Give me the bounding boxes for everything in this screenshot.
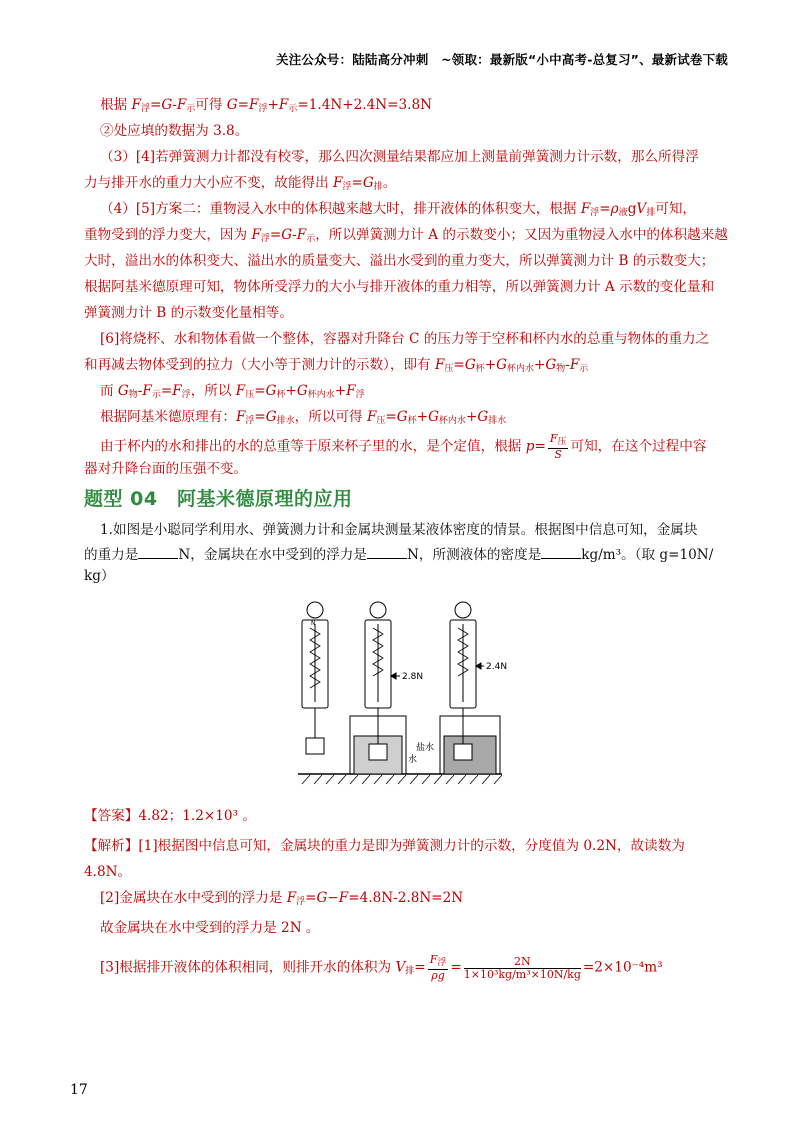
reading-label-saltwater: 2.4N <box>486 662 508 672</box>
page-number: 17 <box>70 1082 88 1098</box>
analysis-line: 4.8N。 <box>84 864 132 880</box>
analysis-line: [2]金属块在水中受到的浮力是 $F_浮=G-F=4.8N-2.8N=2N$ <box>100 890 464 907</box>
volume-fraction: $\frac{F_浮}{\rho g}$ <box>429 953 447 982</box>
spring-scale-figure <box>298 598 508 788</box>
para-line: 大时，溢出水的体积变大、溢出水的质量变大、溢出水受到的重力变大，所以弹簧测力计 B 的示数变大； <box>84 253 715 269</box>
para-line: 重物受到的浮力变大，因为 $F_浮=G-F_示$，所以弹簧测力计 A 的示数变小；又因为重物浸入水中的体积越来越 <box>84 227 728 244</box>
para-line: 和再减去物体受到的拉力（大小等于测力计的示数），即有 $F_压=G_杯+G_{杯内水}+G_物-F_示$ <box>84 357 589 374</box>
para-line: 力与排开水的重力大小应不变，故能得出 $F_浮=G_排$。 <box>84 175 397 192</box>
para-line: 弹簧测力计 B 的示数变化量相等。 <box>84 305 293 321</box>
para-line: 根据阿基米德原理可知，物体所受浮力的大小与排开液体的重力相等，所以弹簧测力计 A 示数的变化量和 <box>84 279 715 295</box>
para-line: ②处应填的数据为 3.8。 <box>100 123 249 139</box>
para-line: （3）[4]若弹簧测力计都没有校零，那么四次测量结果都应加上测量前弹簧测力计示数，那么所得浮 <box>100 149 699 165</box>
para-line: 器对升降台面的压强不变。 <box>84 461 248 477</box>
question-line: kg） <box>84 568 115 584</box>
analysis-line: [3]根据排开液体的体积相同，则排开水的体积为 $V_排=$ $\frac{F_浮}{\rho g}$ = $\frac{2N}{\text{1×10³kg/m³×10N/kg}}$ =2×10⁻⁴m³ <box>100 953 663 982</box>
saltwater-label: 盐水 <box>416 743 435 753</box>
analysis-line: 故金属块在水中受到的浮力是 2N 。 <box>100 920 320 936</box>
para-line: 根据 $F_浮=G-F_示$可得 $G=F_浮+F_示=1.4N+2.4N=3.8N$ <box>100 97 433 114</box>
answer-line: 【答案】4.82；1.2×10³ 。 <box>84 808 256 824</box>
page-header: 关注公众号：陆陆高分冲刺 ~领取：最新版“小中高考-总复习”、最新试卷下载 <box>276 52 728 67</box>
pressure-fraction: $\frac{F_压}{S}$ <box>549 432 567 461</box>
para-line: 由于杯内的水和排出的水的总重等于原来杯子里的水，是个定值，根据 p= $\frac{F_压}{S}$ 可知，在这个过程中容 <box>100 432 707 461</box>
para-line: 而 $G_物-F_示=F_浮$，所以 $F_压=G_杯+G_{杯内水}+F_浮$ <box>100 383 365 400</box>
question-line: 1.如图是小聪同学利用水、弹簧测力计和金属块测量某液体密度的情景。根据图中信息可知，金属块 <box>100 522 698 538</box>
para-line: 根据阿基米德原理有：$F_浮=G_{排水}$，所以可得 $F_压=G_杯+G_{杯内水}+G_{排水}$ <box>100 409 507 426</box>
volume-value-fraction: $\frac{2N}{\text{1×10³kg/m³×10N/kg}}$ <box>463 954 581 981</box>
analysis-line: 【解析】[1]根据图中信息可知，金属块的重力是即为弹簧测力计的示数，分度值为 0.2N，故读数为 <box>84 838 685 854</box>
para-line: [6]将烧杯、水和物体看做一个整体，容器对升降台 C 的压力等于空杯和杯内水的总重与物体的重力之 <box>100 331 710 347</box>
water-label: 水 <box>408 755 418 765</box>
para-line: （4）[5]方案二：重物浸入水中的体积越来越大时，排开液体的体积变大，根据 $F_浮=\rho_液gV_排$可知， <box>100 201 697 218</box>
unit-label: N <box>311 620 316 627</box>
section-title: 题型 04 阿基米德原理的应用 <box>84 488 353 510</box>
question-line: 的重力是 N，金属块在水中受到的浮力是 N，所测液体的密度是 kg/m³。（取 g=10N/ <box>84 547 714 563</box>
reading-label-water: 2.8N <box>402 672 424 682</box>
